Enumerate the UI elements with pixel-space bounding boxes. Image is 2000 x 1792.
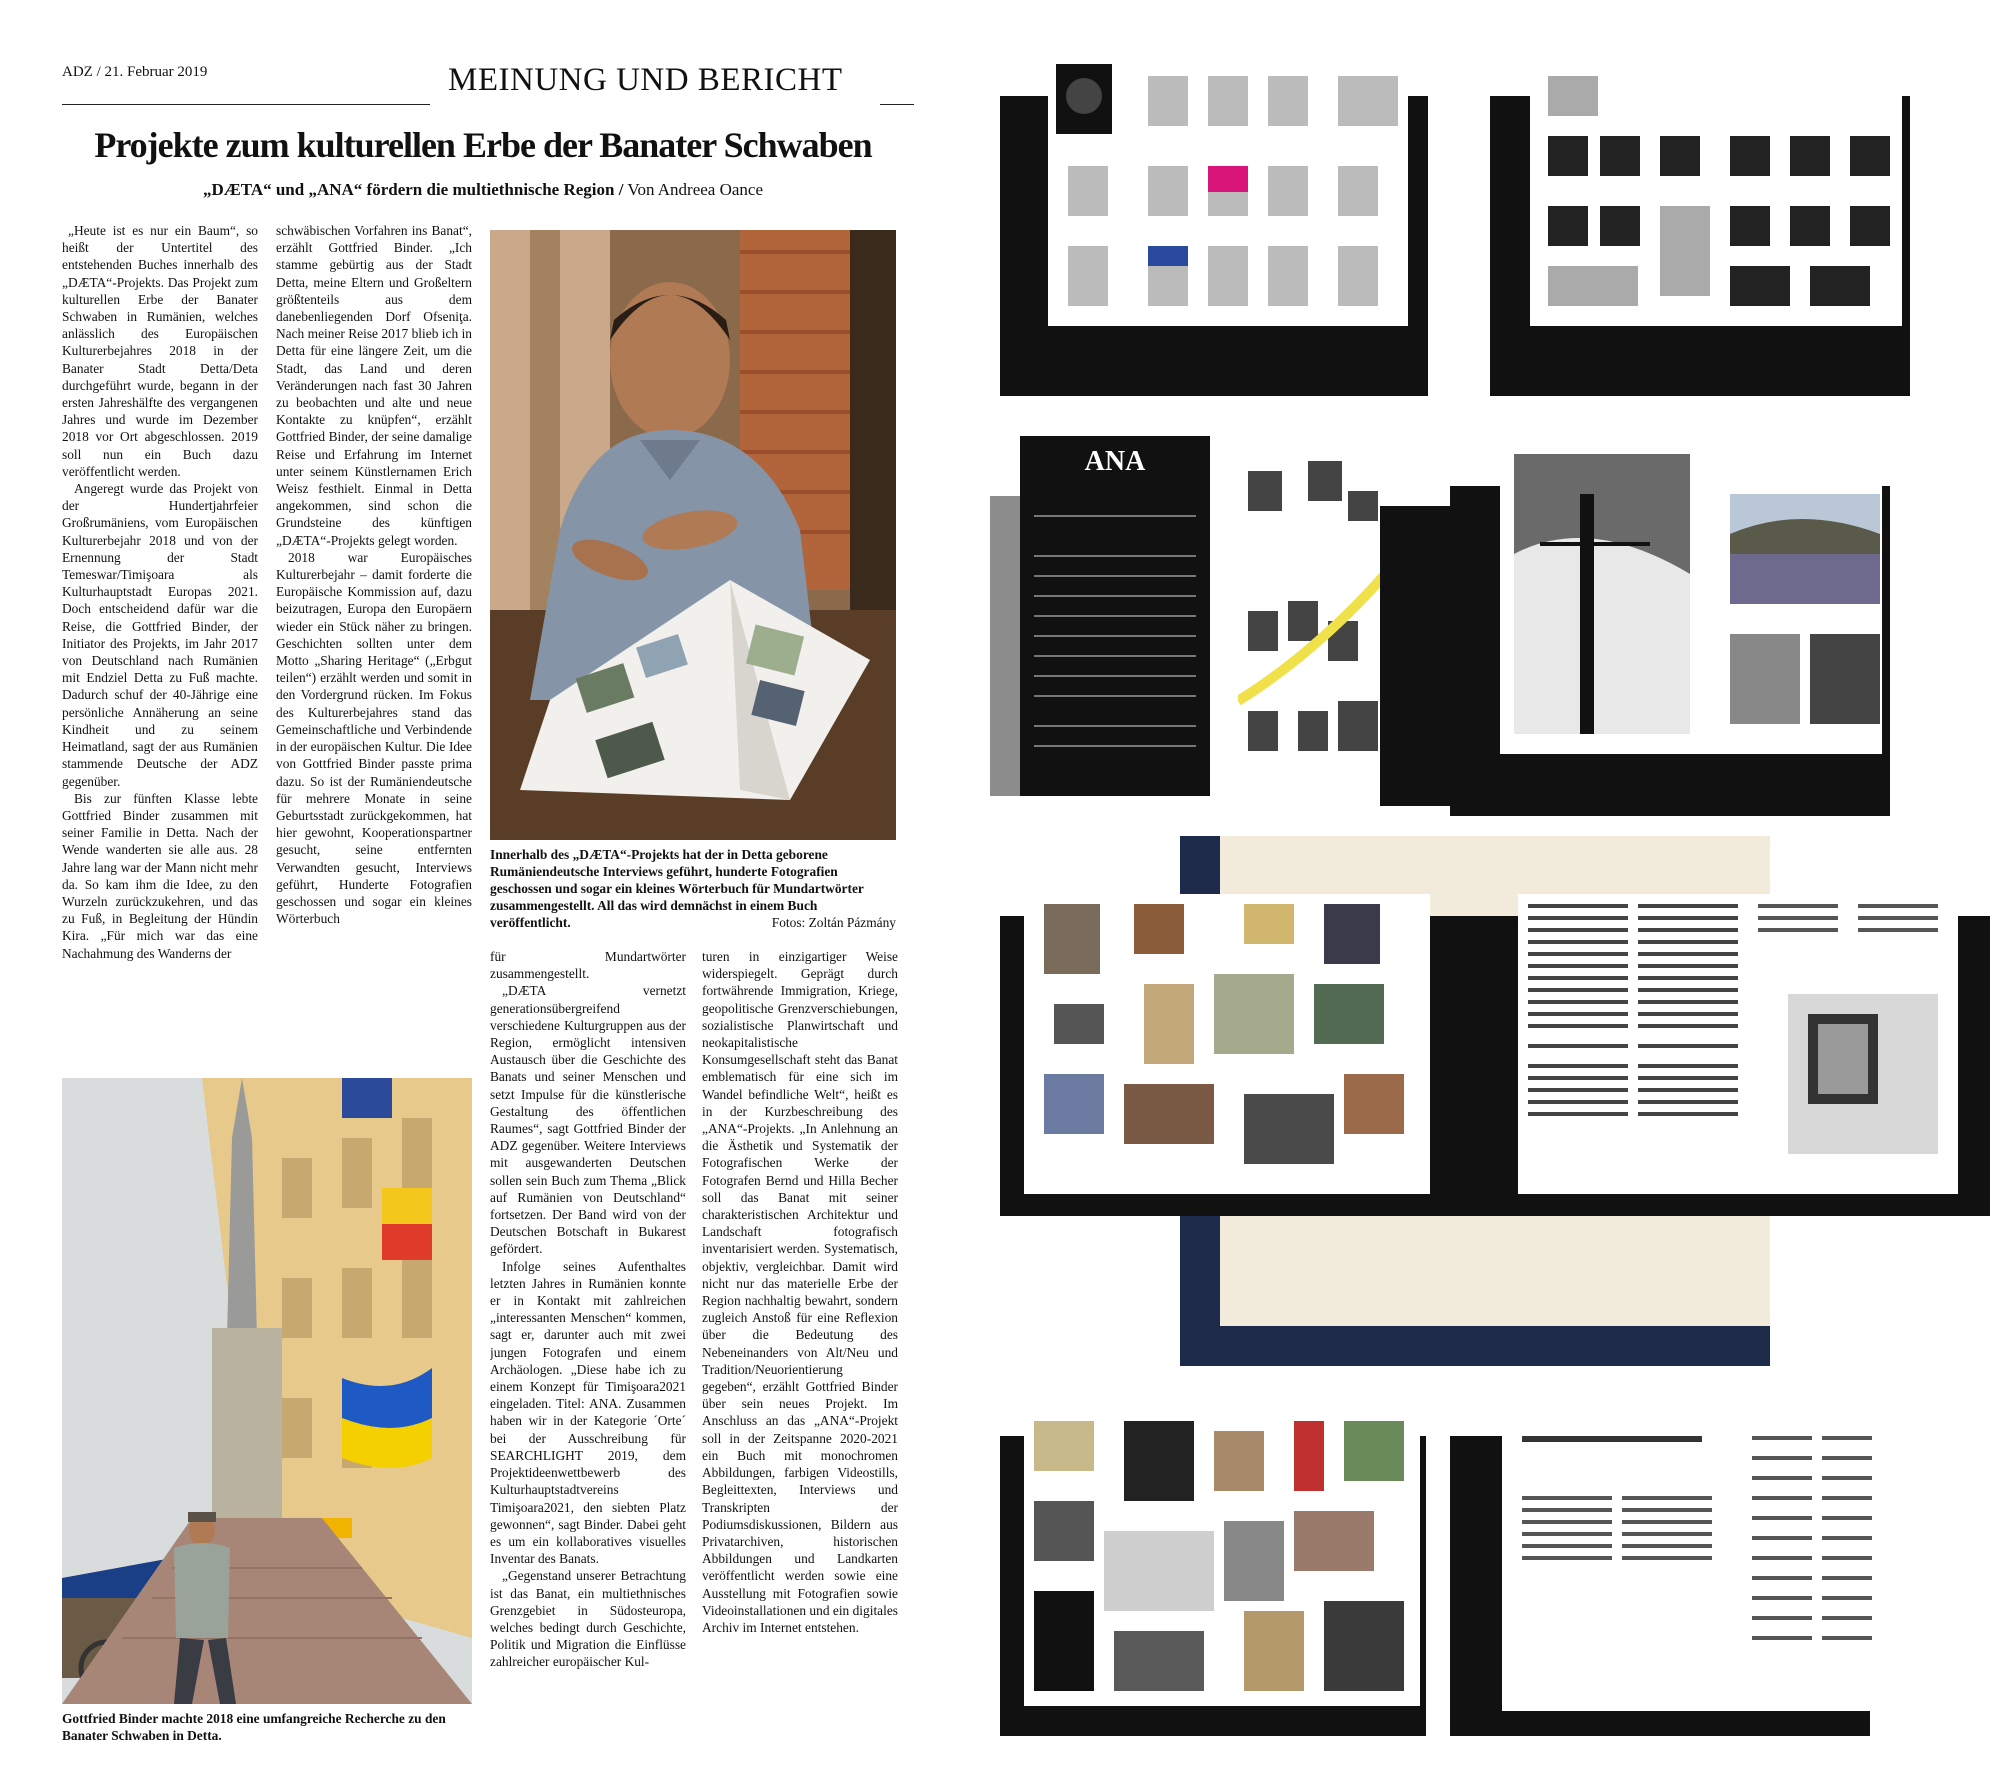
spread-daeta-pages	[1048, 56, 1408, 326]
photo-grid-illustration	[1530, 56, 1902, 326]
paragraph: Bis zur fünften Klasse lebte Gottfried Binder zusammen mit seiner Familie in Detta. Nach der Wende wanderten sie alle aus. 28 Jahre lang war der Mann nicht mehr da. So kam ihm die Idee, zu den Wurzeln zurückzukehren, und das zu Fuß, in Begleitung der Hündin Kira. „Für mich war das eine Nachahmung des Wanderns der	[62, 790, 258, 961]
subheadline-text: „DÆTA“ und „ANA“ fördern die multiethnische Region /	[202, 180, 624, 199]
spread-window-photo	[1748, 894, 1958, 1194]
spread-photo-grid	[1530, 56, 1902, 326]
glossary-illustration	[1502, 1416, 1882, 1711]
spread-weltbilder-text	[1518, 894, 1748, 1194]
byline: Von Andreea Oance	[627, 180, 764, 199]
paragraph: Angeregt wurde das Projekt von der Hundertjahrfeier Großrumäniens, vom Europäischen Kulturerbejahr 2018 und von der Ernennung der Stadt Temeswar/Timişoara als Kulturhauptstadt Europas 2021. Doch entscheidend dafür war die Reise, die Gottfried Binder, der Initiator des Projekts, im Jahr 2017 von Deutschland nach Rumänien mit Endziel Detta zu Fuß machte. Dadurch schuf der 40-Jährige eine persönliche Annäherung an seine Kindheit und zu seinem Heimatland, sagt der aus Rumänien stammende Deutsche der ADZ gegenüber.	[62, 481, 258, 789]
article-column-1	[62, 222, 258, 1058]
photo-caption-top	[490, 846, 896, 931]
bw-landscape-illustration	[1500, 454, 1882, 754]
article-column-4	[702, 948, 898, 1768]
header-rule-right	[880, 104, 914, 105]
spread-navy-band-bottom	[1180, 1326, 1770, 1366]
book-spreads-collage	[990, 56, 1990, 1736]
paragraph: „Heute ist es nur ein Baum“, so heißt der Untertitel des entstehenden Buches innerhalb des „DÆTA“-Projekts. Das Projekt zum kulturellen Erbe der Banater Schwaben in Rumänien, welches anlässlich des Europäischen Kulturerbejahres 2018 in der Banater Stadt Detta/Deta durchgeführt wurde, begann in der ersten Jahreshälfte des vergangenen Jahres und wurde im Dezember 2018 vor Ort abgeschlossen. 2019 soll nun ein Buch dazu veröffentlicht werden.	[62, 223, 258, 479]
photo-binder-with-book-illustration	[490, 230, 896, 840]
paragraph: „Gegenstand unserer Betrachtung ist das Banat, ein multiethnisches Grenzgebiet in Südosteuropa, welches bedingt durch Geschichte, Politik und Migration die Einflüsse zahlreicher europäischer Kul-	[490, 1568, 686, 1670]
spread-bw-landscape	[1500, 454, 1882, 754]
paragraph: 2018 war Europäisches Kulturerbejahr – damit forderte die Europäische Kommission auf, dazu beizutragen, Europa den Europäern wieder ein Stück näher zu bringen. Geschichten sollten unter dem Motto „Sharing Heritage“ („Erbgut teilen“) erzählt werden und somit in den Vordergrund rücken. Im Fokus des Kulturerbejahres stand das Gemeinschaftliche und Verbindende in der europäischen Kultur. Die Idee von Gottfried Binder passte prima dazu. So ist der Rumäniendeutsche für mehrere Monate in seine Geburtsstadt zurückgekommen, hat hier gewohnt, Kooperationspartner gesucht, seine entfernten Verwandten gesucht, Interviews geführt, Hunderte Fotografien geschossen und sogar ein kleines Wörterbuch	[276, 549, 472, 927]
photo-binder-walking	[62, 1078, 472, 1704]
photo-binder-with-book	[490, 230, 896, 840]
ana-index-illustration	[1020, 436, 1210, 796]
photo-credit: Fotos: Zoltán Pázmány	[771, 915, 896, 930]
architecture-illustration	[1024, 1411, 1420, 1706]
paragraph: schwäbischen Vorfahren ins Banat“, erzählt Gottfried Binder. „Ich stamme gebürtig aus der Stadt Detta, meine Eltern und Großeltern größtenteils aus dem danebenliegenden Dorf Ofseniţa. Nach meiner Reise 2017 blieb ich in Detta für eine längere Zeit, um die Stadt, das Land und deren Veränderungen nach fast 30 Jahren zu beobachten und alte und neue Kontakte zu knüpfen“, erzählt Gottfried Binder, der seine damalige Reise und Erfahrung im Internet unter seinem Künstlernamen Erich Weisz festhielt. Einmal in Detta angekommen, sind schon die Grundsteine des künftigen „DÆTA“-Projekts gelegt worden.	[276, 223, 472, 548]
article-subheadline	[62, 180, 904, 200]
spread-ana-cover	[1020, 436, 1210, 796]
color-photos-illustration	[1024, 894, 1430, 1194]
article-column-3	[490, 948, 686, 1768]
header-rule-left	[62, 104, 430, 105]
spread-architecture	[1024, 1411, 1420, 1706]
spread-ana-becher	[1238, 451, 1388, 781]
issue-date: ADZ / 21. Februar 2019	[62, 64, 208, 80]
paragraph: turen in einzigartiger Weise widerspiegelt. Geprägt durch fortwährende Immigration, Kriege, geopolitische Grenzverschiebungen, sozialistische Planwirtschaft und neokapitalistische Konsumgesellschaft steht das Banat emblematisch für eine sich im Wandel befindliche Welt“, heißt es in der Kurzbeschreibung des „ANA“-Projekts. „In Anlehnung an die Ästhetik und Systematik der Fotografischen Werke der Fotografen Bernd und Hilla Becher soll das Banat mit seiner charakteristischen Architektur und Landschaft fotografisch inventarisiert werden. Systematisch, objektiv, vergleichbar. Damit wird nicht nur das materielle Erbe der Region nachhaltig bewahrt, sondern zugleich Anstoß für eine Reflexion über die Bedeutung des Nebeneinanders von Alt/Neu und Tradition/Neuorientierung gegeben“, erzählt Gottfried Binder über sein neues Projekt. Im Anschluss an das „ANA“-Projekt soll in der Zeitspanne 2020-2021 ein Buch mit monochromen Abbildungen, farbigen Videostills, Begleittexten, Interviews und Transkripten der Podiumsdiskussionen, Bildern aus Privatarchiven, historischen Abbildungen und Landkarten veröffentlicht werden sowie eine Ausstellung mit Fotografien sowie Videoinstallationen und ein digitales Archiv im Internet entstehen.	[702, 949, 898, 1635]
paragraph: für Mundartwörter zusammengestellt.	[490, 949, 686, 982]
ana-becher-illustration	[1238, 451, 1388, 781]
ana-title: ANA	[1084, 446, 1146, 477]
paragraph: „DÆTA vernetzt generationsübergreifend verschiedene Kulturgruppen aus der Region, ermöglicht intensiven Austausch über die Geschichte des Banats und seiner Menschen und setzt Impulse für die künstlerische Gestaltung des öffentlichen Raumes“, sagt Gottfried Binder der ADZ gegenüber. Weitere Interviews mit ausgewanderten Deutschen sollen sein Buch zum Thema „Blick auf Rumänien von Deutschland“ fortsetzen. Der Band wird von der Deutschen Botschaft in Bukarest gefördert.	[490, 983, 686, 1257]
spread-glossary	[1502, 1416, 1882, 1711]
weltbilder-text-illustration	[1518, 894, 1748, 1194]
daeta-pages-illustration	[1048, 56, 1408, 326]
window-photo-illustration	[1748, 894, 1958, 1194]
paragraph: Infolge seines Aufenthaltes letzten Jahres in Rumänien konnte er in Kontakt mit zahlreichen „interessanten Menschen“ kommen, sagt er, darunter auch mit zwei jungen Fotografen und einem Archäologen. „Diese habe ich zu einem Konzept für Timişoara2021 eingeladen. Titel: ANA. Zusammen haben wir in der Kategorie ´Orte´ bei der Ausschreibung für SEARCHLIGHT 2019, dem Projektideenwettbewerb des Kulturhauptstadtvereins Timişoara2021, den siebten Platz gewonnen“, sagt Binder. Dabei geht es um ein kollaboratives visuelles Inventar des Banats.	[490, 1258, 686, 1567]
photo-caption-bottom: Gottfried Binder machte 2018 eine umfangreiche Recherche zu den Banater Schwaben in Detta.	[62, 1711, 446, 1743]
spread-color-photos	[1024, 894, 1430, 1194]
article-column-2	[276, 222, 472, 1058]
article-headline: Projekte zum kulturellen Erbe der Banater Schwaben	[94, 125, 872, 165]
photo-binder-walking-illustration	[62, 1078, 472, 1704]
caption-text: Innerhalb des „DÆTA“-Projekts hat der in Detta geborene Rumäniendeutsche Interviews geführt, hunderte Fotografien geschossen und sogar ein kleines Wörterbuch für Mundartwörter zusammengestellt. All das wird demnächst in einem Buch veröffentlicht.	[490, 847, 864, 930]
section-title: MEINUNG UND BERICHT	[448, 62, 843, 98]
